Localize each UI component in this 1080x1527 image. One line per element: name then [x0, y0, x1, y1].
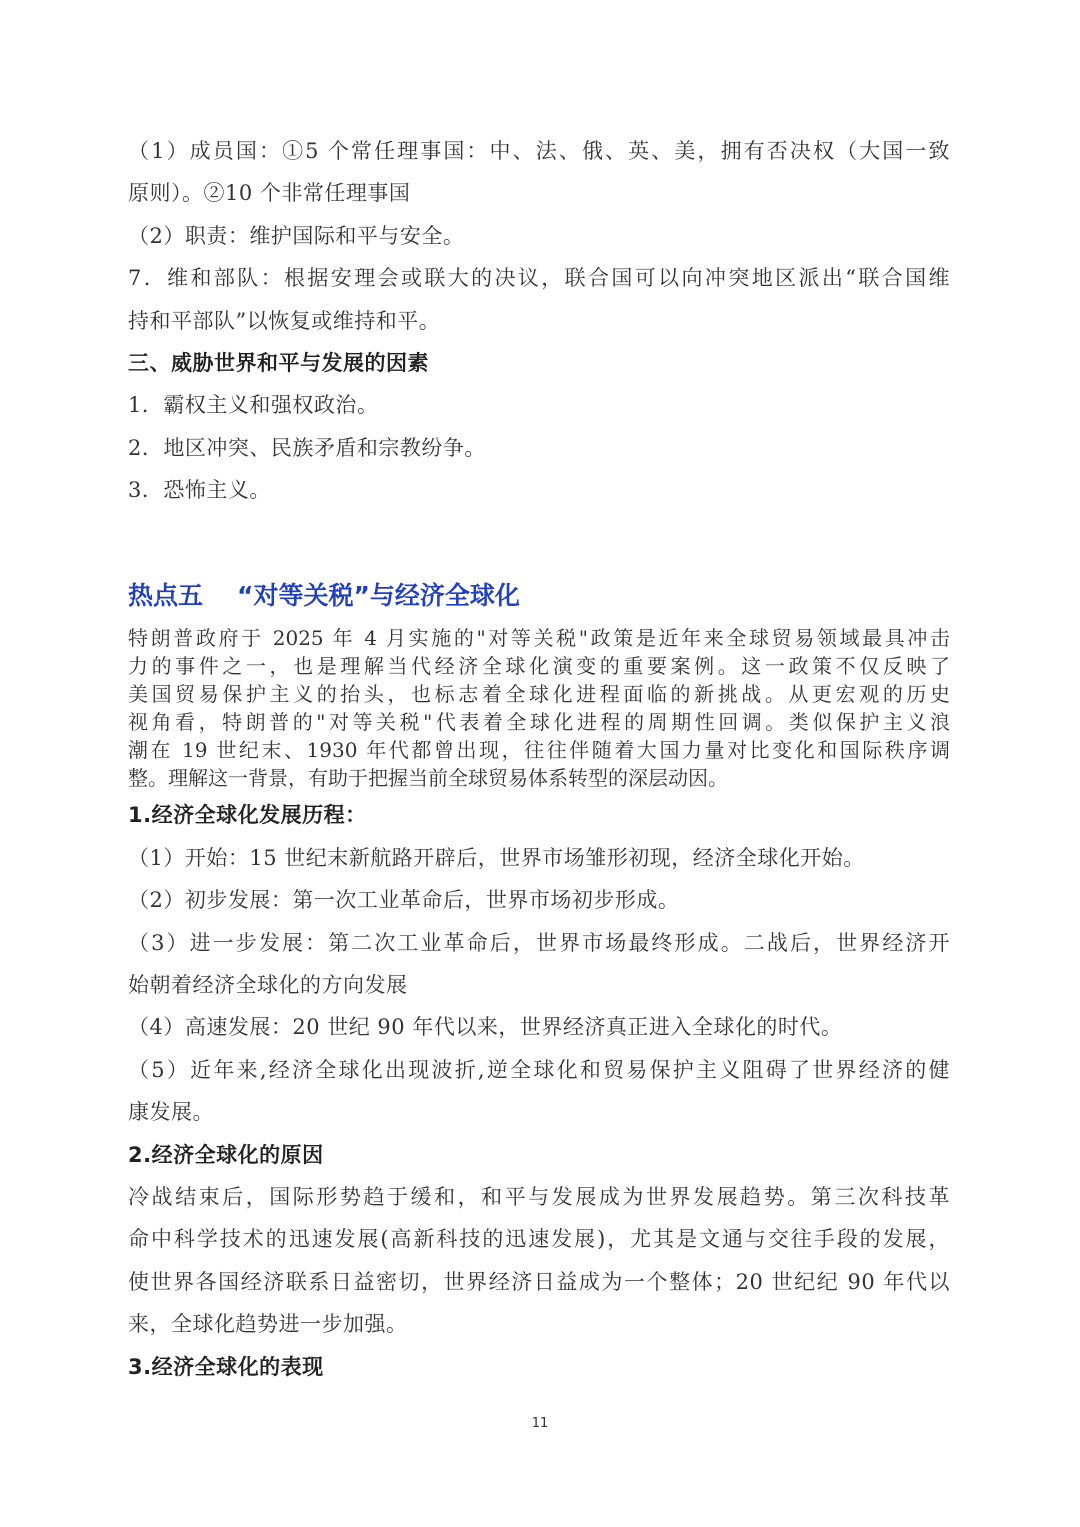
page-number: 11: [531, 1416, 549, 1431]
body-line: （1）成员国：①5 个常任理事国：中、法、俄、英、美，拥有否决权（大国一致: [128, 139, 950, 163]
hotspot-label: 热点五: [128, 581, 204, 610]
list-item: 2．地区冲突、民族矛盾和宗教纷争。: [128, 436, 486, 460]
history-line: 始朝着经济全球化的方向发展: [128, 973, 408, 997]
body-line: 7．维和部队：根据安理会或联大的决议，联合国可以向冲突地区派出“联合国维: [128, 266, 950, 290]
intro-line: 力的事件之一，也是理解当代经济全球化演变的重要案例。这一政策不仅反映了: [128, 654, 950, 678]
intro-line: 特朗普政府于 2025 年 4 月实施的"对等关税"政策是近年来全球贸易领域最具冲击: [128, 626, 950, 650]
intro-line: 视角看，特朗普的"对等关税"代表着全球化进程的周期性回调。类似保护主义浪: [128, 710, 950, 734]
history-line: （1）开始：15 世纪末新航路开辟后，世界市场雏形初现，经济全球化开始。: [128, 846, 865, 870]
history-line: （2）初步发展：第一次工业革命后，世界市场初步形成。: [128, 888, 680, 912]
body-line: 持和平部队”以恢复或维持和平。: [128, 309, 441, 333]
list-item: 3．恐怖主义。: [128, 478, 271, 502]
history-heading: 1.经济全球化发展历程：: [128, 803, 367, 827]
history-line: （3）进一步发展：第二次工业革命后，世界市场最终形成。二战后，世界经济开: [128, 931, 950, 955]
hotspot-title: “对等关税”与经济全球化: [237, 581, 520, 610]
body-line: 原则）。②10 个非常任理事国: [128, 181, 411, 205]
causes-line: 命中科学技术的迅速发展(高新科技的迅速发展)，尤其是文通与交往手段的发展，: [128, 1227, 950, 1251]
history-line: （4）高速发展：20 世纪 90 年代以来，世界经济真正进入全球化的时代。: [128, 1015, 843, 1039]
causes-line: 使世界各国经济联系日益密切，世界经济日益成为一个整体；20 世纪纪 90 年代以: [128, 1270, 950, 1294]
section-heading: 三、威胁世界和平与发展的因素: [128, 351, 429, 375]
causes-line: 冷战结束后，国际形势趋于缓和，和平与发展成为世界发展趋势。第三次科技革: [128, 1185, 950, 1209]
history-line: 康发展。: [128, 1100, 214, 1124]
intro-line: 潮在 19 世纪末、1930 年代都曾出现，往往伴随着大国力量对比变化和国际秩序调: [128, 738, 950, 762]
list-item: 1．霸权主义和强权政治。: [128, 393, 379, 417]
body-line: （2）职责：维护国际和平与安全。: [128, 224, 465, 248]
manifest-heading: 3.经济全球化的表现: [128, 1355, 324, 1379]
intro-line: 整。理解这一背景，有助于把握当前全球贸易体系转型的深层动因。: [128, 766, 728, 790]
intro-line: 美国贸易保护主义的抬头，也标志着全球化进程面临的新挑战。从更宏观的历史: [128, 682, 950, 706]
hotspot-heading: [128, 578, 520, 614]
history-line: （5）近年来,经济全球化出现波折,逆全球化和贸易保护主义阻碍了世界经济的健: [128, 1058, 950, 1082]
causes-heading: 2.经济全球化的原因: [128, 1143, 324, 1167]
causes-line: 来，全球化趋势进一步加强。: [128, 1312, 408, 1336]
